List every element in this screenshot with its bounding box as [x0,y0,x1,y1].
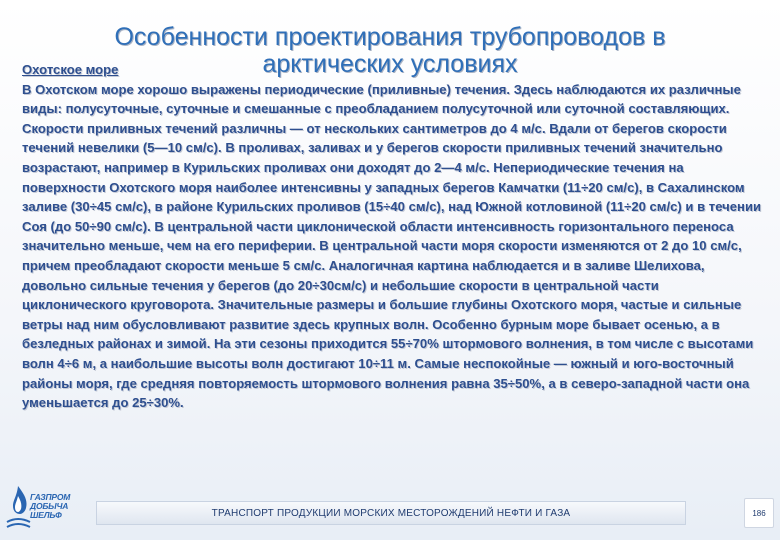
slide-title: Особенности проектирования трубопроводов в арктических условиях [114,23,666,78]
section-heading: Охотское море [22,62,119,77]
page-number: 186 [744,498,774,528]
logo-line-1: ГАЗПРОМ [30,492,71,502]
body-paragraph: В Охотском море хорошо выражены периодические (приливные) течения. Здесь наблюдаются их различные виды: полусуточные, суточные и смешанные с преобладанием полусуточной или суточной составляющих. Скорости приливных течений различны — от нескольких сантиметров до 4 м/с. Вдали от берегов скорости течений невелики (5—10 см/с). В проливах, заливах и у берегов скорости приливных течений значительно возрастают, например в Курильских проливах они доходят до 2—4 м/с. Непериодические течения на поверхности Охотского моря наиболее интенсивны у западных берегов Камчатки (11÷20 см/с), в Сахалинском заливе (30÷45 см/с), в районе Курильских проливов (15÷40 см/с), над Южной котловиной (11÷20 см/с) и в течении Соя (до 50÷90 см/с). В центральной части циклонической области интенсивность горизонтального переноса значительно меньше, чем на его периферии. В центральной части моря скорости изменяются от 2 до 10 см/с, причем преобладают скорости меньше 5 см/с. Аналогичная картина наблюдается и в заливе Шелихова, довольно сильные течения у берегов (до 20÷30см/с) и небольшие скорости в центральной части циклонического круговорота. Значительные размеры и большие глубины Охотского моря, частые и сильные ветры над ним обусловливают развитие здесь крупных волн. Особенно бурным море бывает осенью, а в безледных районах и зимой. На эти сезоны приходится 55÷70% штормового волнения, в том числе с высотами волн 4÷6 м, а наибольшие высоты волн достигают 10÷11 м. Самые неспокойные — южный и юго-восточный районы моря, где средняя повторяемость штормового волнения равна 35÷50%, а в северо-западной части она уменьшается до 25÷30%. [22,81,762,411]
slide-body [22,60,766,413]
logo-wordmark [30,493,72,520]
flame-icon [13,486,27,514]
footer-caption: ТРАНСПОРТ ПРОДУКЦИИ МОРСКИХ МЕСТОРОЖДЕНИЙ НЕФТИ И ГАЗА [96,501,686,525]
logo-line-2: ДОБЫЧА [30,501,69,511]
logo-line-3: ШЕЛЬФ [30,510,62,520]
